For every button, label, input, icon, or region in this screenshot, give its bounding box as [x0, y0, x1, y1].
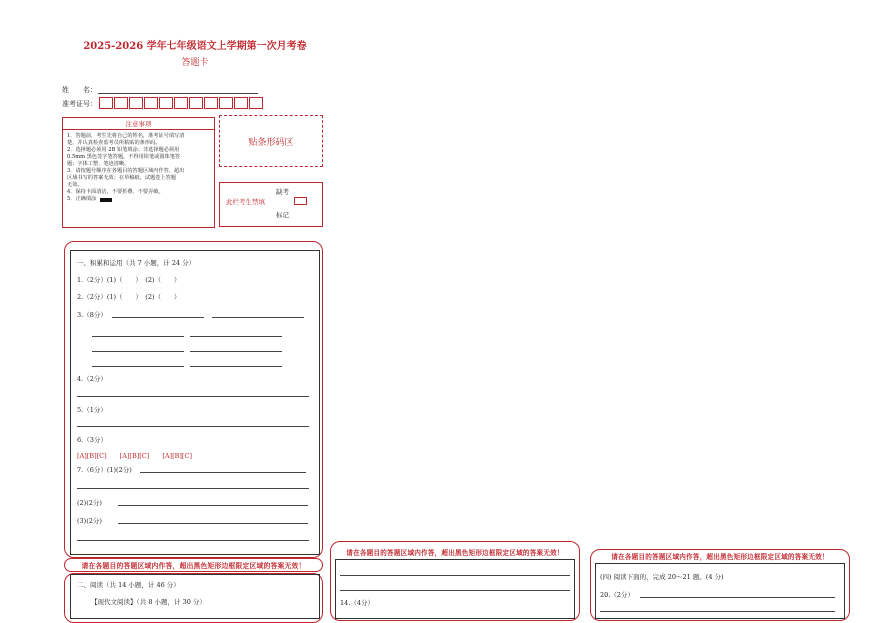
notice-box: [62, 117, 215, 228]
warning-text: 请在各题目的答题区域内作答，超出黑色矩形边框限定区域的答案无效！: [346, 549, 564, 557]
question-20: 20.（2分）: [600, 591, 634, 599]
notice-item: 4．保持卡面清洁，不要折叠、不要弄破。: [67, 189, 164, 195]
answer-line[interactable]: [340, 575, 570, 576]
notice-item: 楚，并认真检查监考员所粘贴的条形码。: [67, 140, 161, 146]
question-5: 5.（1分）: [77, 406, 107, 414]
answer-line[interactable]: [112, 317, 204, 318]
section2-sub: 【现代文阅读】（共 8 小题，计 30 分）: [91, 598, 206, 606]
section2-heading: 二、阅读（共 14 小题，计 46 分）: [77, 581, 180, 589]
answer-line[interactable]: [118, 523, 308, 524]
answer-line[interactable]: [340, 590, 570, 591]
answer-line[interactable]: [190, 351, 282, 352]
answer-line[interactable]: [77, 426, 309, 427]
question-7-2: (2)(2分): [77, 499, 102, 507]
answer-line[interactable]: [92, 366, 184, 367]
question-4: 4.（2分）: [77, 375, 107, 383]
notice-item: 2．选择题必须用 2B 铅笔填涂；非选择题必须用: [67, 147, 180, 153]
answer-line[interactable]: [140, 472, 306, 473]
notice-item: 无效。: [67, 182, 83, 188]
question-7: 7.（6分）(1)(2分): [77, 466, 132, 474]
question-6: 6.（3分）: [77, 436, 107, 444]
warning-text: 请在各题目的答题区域内作答，超出黑色矩形边框限定区域的答案无效！: [81, 562, 306, 570]
notice-item: 题；字体工整、笔迹清晰。: [67, 161, 130, 167]
answer-line[interactable]: [600, 611, 835, 612]
name-field[interactable]: [98, 93, 258, 94]
notice-item: 区域书写的答案无效；在草稿纸、试题卷上答题: [67, 175, 176, 181]
filled-bubble-icon: [100, 198, 112, 202]
answer-line[interactable]: [92, 351, 184, 352]
absent-box: [219, 182, 323, 227]
notice-title: 注意事项: [63, 118, 214, 130]
absent-checkbox[interactable]: [294, 197, 307, 205]
answer-line[interactable]: [92, 336, 184, 337]
question-3: 3.（8分）: [77, 311, 107, 319]
warning-text: 请在各题目的答题区域内作答，超出黑色矩形边框限定区域的答案无效！: [611, 553, 829, 561]
answer-line[interactable]: [77, 540, 309, 541]
question-2: 2.（2分）(1)（ ） (2)（ ）: [77, 293, 181, 301]
notice-item-fill: 5．正确填涂: [63, 196, 214, 203]
notice-item: 1．答题前，考生先将自己的姓名，准考证号填写清: [67, 133, 185, 139]
absent-label-bottom: 标记: [276, 211, 289, 219]
answer-line[interactable]: [190, 366, 282, 367]
question-7-3: (3)(2分): [77, 517, 102, 525]
answer-line[interactable]: [640, 597, 835, 598]
barcode-area: 贴条形码区: [219, 115, 323, 167]
absent-label-left: 此栏考生禁填: [226, 198, 265, 206]
name-label: 姓 名：: [62, 86, 97, 94]
answer-line[interactable]: [77, 488, 309, 489]
absent-label-top: 缺考: [276, 188, 289, 196]
id-label: 准考证号：: [62, 100, 97, 108]
notice-item: 0.5mm 黑色签字笔答题，不得用铅笔或圆珠笔答: [67, 154, 181, 160]
question-14: 14.（4分）: [340, 599, 374, 607]
choice-bubbles[interactable]: [A][B][C] [A][B][C] [A][B][C]: [77, 452, 192, 460]
question-1: 1.（2分）(1)（ ） (2)（ ）: [77, 276, 181, 284]
section1-heading: 一、积累和运用（共 7 小题，计 24 分）: [77, 259, 196, 267]
exam-title: 2025-2026 学年七年级语文上学期第一次月考卷: [83, 41, 307, 52]
answer-line[interactable]: [118, 505, 308, 506]
answer-card-subtitle: 答题卡: [181, 58, 209, 68]
id-boxes[interactable]: [99, 97, 264, 109]
column2-answer-area: [335, 559, 575, 619]
column3-heading: (四) 阅读下面的，完成 20～21 题。(4 分): [600, 573, 724, 581]
answer-line[interactable]: [212, 317, 304, 318]
answer-line[interactable]: [77, 396, 309, 397]
answer-line[interactable]: [190, 336, 282, 337]
notice-item: 3．请按题号顺序在各题目的答题区域内作答，超出: [67, 168, 185, 174]
